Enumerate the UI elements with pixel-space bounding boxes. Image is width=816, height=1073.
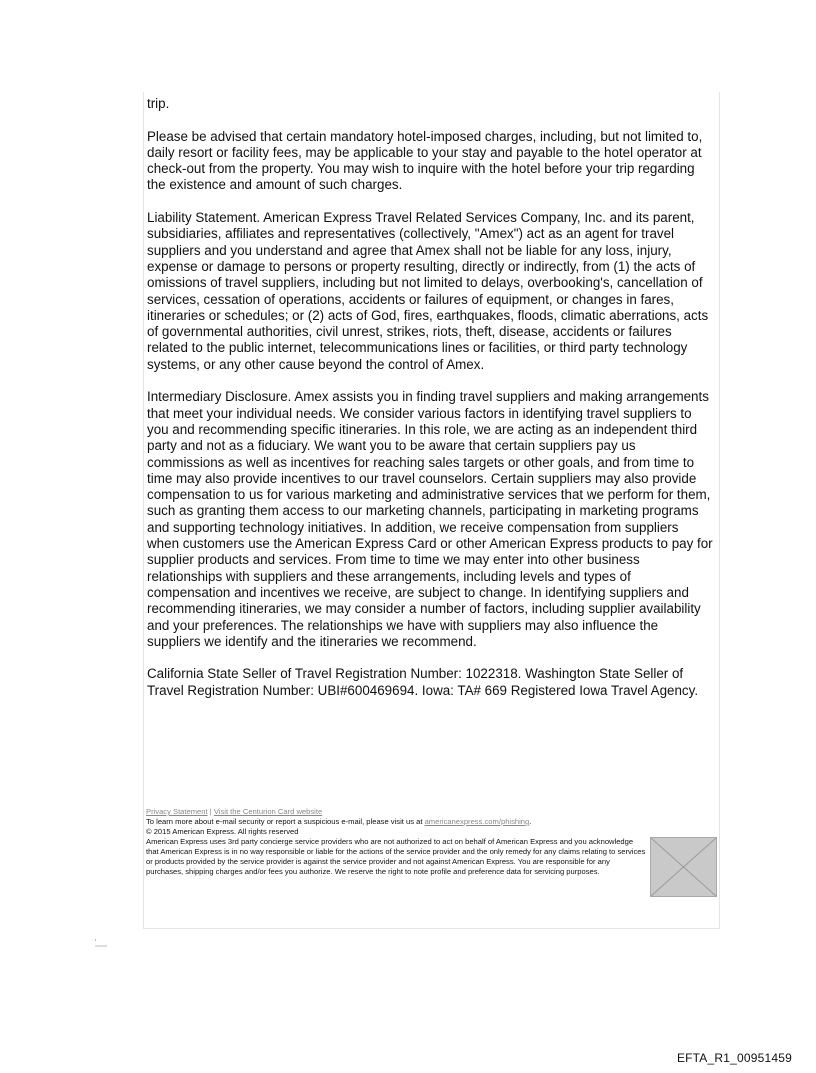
paragraph-trip: trip.	[147, 96, 170, 111]
paragraph-intermediary: Intermediary Disclosure. Amex assists you in finding travel suppliers and making arrangements that meet your individual needs. We consider various factors in identifying travel suppliers to you and recommending specific itineraries. In this role, we are acting as an independent third party and not as a fiduciary. We want you to be aware that certain suppliers pay us commissions as well as incentives for reaching sales targets or other goals, and from time to time may also provide incentives to our travel counselors. Certain suppliers may also provide compensation to us for various marketing and administrative services that we perform for them, such as granting them access to our marketing channels, participating in marketing programs and supporting technology initiatives. In addition, we receive compensation from suppliers when customers use the American Express Card or other American Express products to pay for supplier products and services. From time to time we may enter into other business relationships with suppliers and these arrangements, including levels and types of compensation and incentives we receive, are subject to change. In identifying suppliers and recommending itineraries, we may consider a number of factors, including supplier availability and your preferences. The relationships we have with suppliers may also influence the suppliers we identify and the itineraries we recommend.	[147, 389, 713, 649]
document-id: EFTA_R1_00951459	[676, 1051, 792, 1065]
broken-image-icon	[651, 838, 716, 896]
image-placeholder-icon	[650, 837, 717, 897]
document-body	[147, 96, 713, 715]
email-footer	[146, 807, 716, 877]
security-line: To learn more about e-mail security or report a suspicious e-mail, please visit us at americanexpress.com/phishing.	[146, 817, 532, 826]
paragraph-hotel-charges: Please be advised that certain mandatory hotel-imposed charges, including, but not limited to, daily resort or facility fees, may be applicable to your stay and payable to the hotel operator at check-out from the property. You may wish to inquire with the hotel before your trip regarding the existence and amount of such charges.	[147, 128, 703, 193]
copyright: © 2015 American Express. All rights reserved	[146, 827, 299, 836]
privacy-statement-link[interactable]: Privacy Statement	[146, 807, 208, 816]
phishing-link[interactable]: americanexpress.com/phishing	[424, 817, 530, 826]
footer-links	[146, 807, 716, 817]
disclaimer: American Express uses 3rd party concierge service providers who are not authorized to act on behalf of American Express and you acknowledge that American Express is in no way responsible or liable for the actions of the service provider and the only remedy for any claims relating to services or products provided by the service provider is against the service provider and not against American Express. You are responsible for any purchases, shipping charges and/or fees you authorize. We reserve the right to note profile and preference data for servicing purposes.	[146, 837, 646, 876]
link-separator: |	[209, 807, 212, 816]
paragraph-liability: Liability Statement. American Express Travel Related Services Company, Inc. and its parent, subsidiaries, affiliates and representatives (collectively, "Amex") act as an agent for travel suppliers and you understand and agree that Amex shall not be liable for any loss, injury, expense or damage to persons or property resulting, directly or indirectly, from (1) the acts of omissions of travel suppliers, including but not limited to delays, overbooking's, cancellation of services, cessation of operations, accidents or failures of equipment, or changes in fares, itineraries or schedules; or (2) acts of God, fires, earthquakes, floods, climatic aberrations, acts of governmental authorities, civil unrest, strikes, riots, theft, disease, accidents or failures related to the public internet, telecommunications lines or facilities, or third party technology systems, or any other cause beyond the control of Amex.	[147, 210, 709, 372]
stray-mark-icon	[94, 938, 108, 948]
security-text: To learn more about e-mail security or report a suspicious e-mail, please visit us at	[146, 817, 423, 826]
paragraph-registration: California State Seller of Travel Registration Number: 1022318. Washington State Seller of Travel Registration Number: UBI#600469694. Iowa: TA# 669 Registered Iowa Travel Agency.	[147, 666, 699, 698]
centurion-website-link[interactable]: Visit the Centurion Card website	[213, 807, 323, 816]
